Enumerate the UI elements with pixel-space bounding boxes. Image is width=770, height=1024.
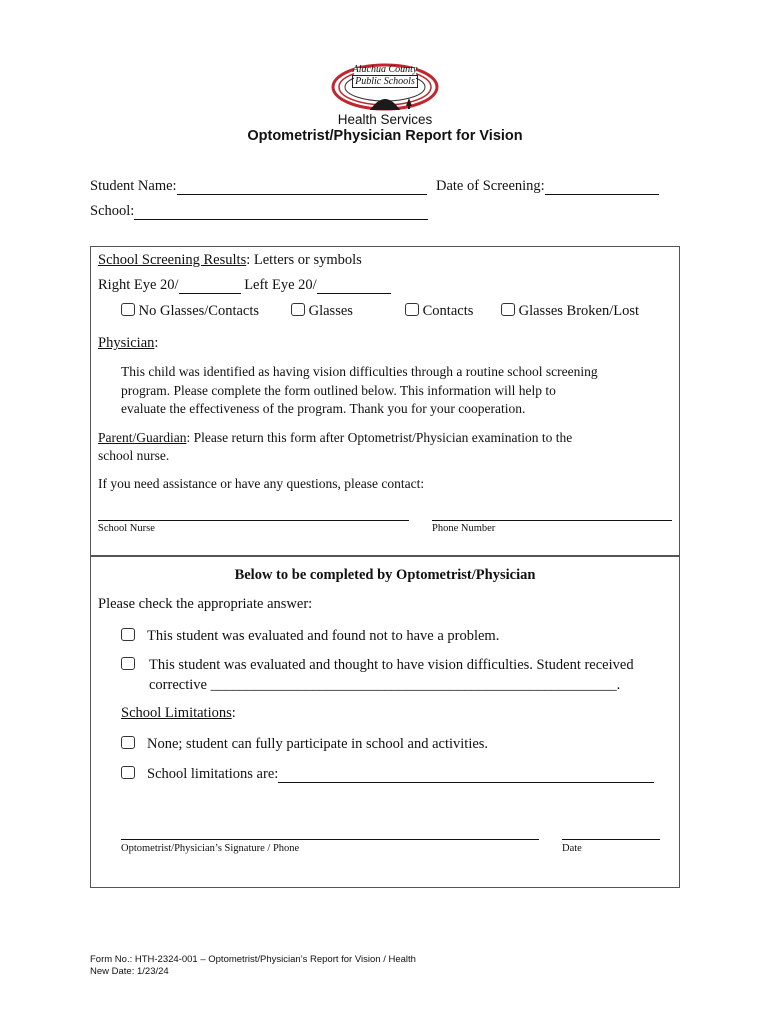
option-glasses-broken-label: Glasses Broken/Lost bbox=[518, 303, 640, 319]
checkbox-contacts[interactable] bbox=[405, 303, 419, 316]
district-logo bbox=[330, 58, 440, 114]
screening-heading: School Screening Results bbox=[98, 252, 247, 268]
date-field[interactable] bbox=[562, 839, 660, 840]
physician-paragraph bbox=[121, 363, 598, 419]
physician-paragraph-line: program. Please complete the form outlined below. This information will help to bbox=[121, 382, 556, 398]
phone-number-field[interactable] bbox=[432, 520, 672, 521]
school-limitations-field[interactable] bbox=[278, 767, 654, 783]
option-vision-difficulties bbox=[149, 656, 634, 695]
parent-text-line: school nurse. bbox=[98, 448, 170, 463]
footer bbox=[90, 954, 416, 978]
option-no-problem-label: This student was evaluated and found not to have a problem. bbox=[147, 628, 500, 644]
left-eye-label: Left Eye 20/ bbox=[244, 277, 317, 293]
new-date: New Date: 1/23/24 bbox=[90, 966, 169, 977]
option-no-glasses-label: No Glasses/Contacts bbox=[138, 303, 260, 319]
signature-label: Optometrist/Physician’s Signature / Phone bbox=[121, 843, 300, 854]
physician-paragraph-line: This child was identified as having vision difficulties through a routine school screening bbox=[121, 364, 598, 379]
checkbox-school-limitations[interactable] bbox=[121, 766, 135, 779]
school-field[interactable] bbox=[134, 204, 428, 220]
date-of-screening-label: Date of Screening: bbox=[436, 178, 545, 194]
school-nurse-field[interactable] bbox=[98, 520, 409, 521]
school-label: School: bbox=[90, 203, 135, 219]
option-vision-difficulties-line: This student was evaluated and thought to have vision difficulties. Student received bbox=[149, 657, 634, 673]
parent-heading: Parent/Guardian bbox=[98, 430, 187, 445]
logo-text-line1: Alachua County bbox=[352, 64, 418, 75]
form-number: Form No.: HTH-2324-001 – Optometrist/Physician’s Report for Vision / Health bbox=[90, 954, 416, 965]
right-eye-label: Right Eye 20/ bbox=[98, 277, 179, 293]
option-glasses-broken[interactable] bbox=[501, 303, 639, 320]
checkbox-no-problem[interactable] bbox=[121, 628, 135, 641]
limitations-heading-suffix: : bbox=[231, 705, 236, 721]
option-contacts-label: Contacts bbox=[422, 303, 474, 319]
department-name: Health Services bbox=[337, 112, 433, 127]
checkbox-glasses-broken[interactable] bbox=[501, 303, 515, 316]
school-nurse-label: School Nurse bbox=[98, 523, 155, 534]
option-contacts[interactable] bbox=[405, 303, 473, 320]
right-eye-field[interactable] bbox=[179, 278, 241, 294]
screening-heading-suffix: : Letters or symbols bbox=[246, 252, 362, 268]
physician-heading-suffix: : bbox=[154, 335, 159, 351]
option-no-glasses[interactable] bbox=[121, 303, 259, 320]
option-glasses-label: Glasses bbox=[308, 303, 353, 319]
option-school-limitations-label: School limitations are: bbox=[147, 766, 279, 782]
checkbox-no-glasses[interactable] bbox=[121, 303, 135, 316]
parent-paragraph bbox=[98, 429, 572, 465]
physician-heading: Physician bbox=[98, 335, 155, 351]
checkbox-no-limitations[interactable] bbox=[121, 736, 135, 749]
student-name-label: Student Name: bbox=[90, 178, 177, 194]
left-eye-field[interactable] bbox=[317, 278, 391, 294]
completion-heading: Below to be completed by Optometrist/Physician bbox=[234, 567, 536, 583]
option-glasses[interactable] bbox=[291, 303, 353, 320]
contact-text: If you need assistance or have any questions, please contact: bbox=[98, 476, 425, 491]
option-no-limitations-label: None; student can fully participate in school and activities. bbox=[147, 736, 489, 752]
checkbox-vision-difficulties[interactable] bbox=[121, 657, 135, 670]
checkbox-glasses[interactable] bbox=[291, 303, 305, 316]
logo-text-line2: Public Schools bbox=[352, 75, 418, 88]
date-of-screening-field[interactable] bbox=[545, 179, 659, 195]
completion-instruction: Please check the appropriate answer: bbox=[98, 596, 313, 612]
date-label: Date bbox=[562, 843, 582, 854]
physician-paragraph-line: evaluate the effectiveness of the program. Thank you for your cooperation. bbox=[121, 401, 526, 416]
parent-text-line: : Please return this form after Optometrist/Physician examination to the bbox=[186, 430, 573, 445]
student-name-field[interactable] bbox=[177, 179, 427, 195]
phone-number-label: Phone Number bbox=[432, 523, 496, 534]
signature-field[interactable] bbox=[121, 839, 539, 840]
corrective-field[interactable]: corrective ________________________________________________________. bbox=[149, 676, 621, 693]
limitations-heading: School Limitations bbox=[121, 705, 232, 721]
page-title: Optometrist/Physician Report for Vision bbox=[247, 128, 523, 144]
